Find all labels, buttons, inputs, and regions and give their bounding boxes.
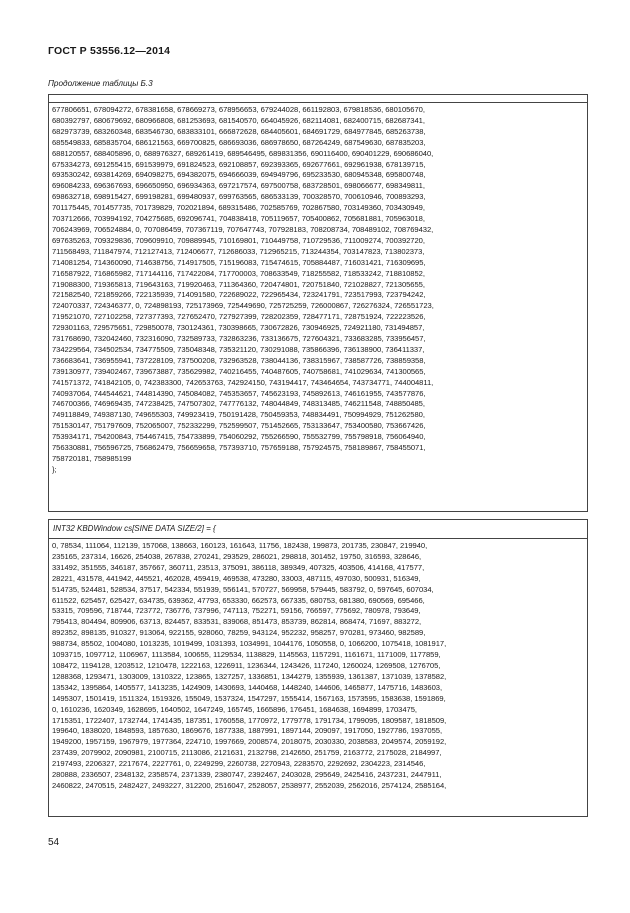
table-continuation-caption: Продолжение таблицы Б.3 [48,79,153,88]
table-row: 28221, 431578, 441942, 445521, 462028, 459419, 469538, 473280, 33003, 487115, 497030, 500931, 516349, [51,573,421,583]
table-row: 0, 78534, 111064, 112139, 157068, 138663, 160123, 161643, 11756, 182438, 199873, 201735, 230847, 219940, [51,541,428,550]
table-2-rows [49,539,587,792]
table-row: 696084233, 696367693, 696650950, 696934363, 697217574, 697500758, 683728501, 698066677, 698349811, [51,181,425,191]
table-row: 685549833, 685835704, 686121563, 669700825, 686693036, 686978650, 687264249, 687549630, 687835203, [51,137,426,147]
table-row: 749118849, 749387130, 749655303, 749923419, 750191428, 750459353, 748834491, 750994929, 751262580, [51,410,425,420]
table-row: 716587922, 716865982, 717144116, 717422084, 717700003, 708633549, 718255582, 718533242, 718810852, [51,268,425,278]
table-row: 724070337, 724346377, 0, 724898193, 725173969, 725449690, 725725259, 726000867, 726276324, 726551723, [51,301,434,311]
table-row: 753934171, 754200843, 754467415, 754733899, 754060292, 755266590, 755532799, 755798918, 756064940, [51,432,426,442]
table-row: 2460822, 2470515, 2482427, 2493227, 312200, 2516047, 2528057, 2538977, 2552039, 2562016, 2574124, 2585164, [51,780,447,790]
table-row: 746700366, 746969435, 747238425, 747507302, 747776132, 748044849, 748313485, 746211548, 748850485, [51,399,425,409]
table-row: 675334273, 691255415, 691539979, 691824523, 692108857, 692393365, 692677661, 692961938, 678139715, [51,159,426,169]
table-row: 611522, 625457, 625427, 634735, 639362, 47793, 653330, 662573, 667335, 680753, 681380, 690569, 695466, [51,595,425,605]
table-row: 729301163, 729575651, 729850078, 730124361, 730398665, 730672826, 730946925, 724921180, 731494857, [51,323,425,333]
page-number: 54 [48,837,60,848]
table-row: 795413, 804494, 809906, 63713, 824457, 833531, 839068, 851473, 853739, 862814, 868474, 71697, 883272, [51,617,422,627]
table-row: 237439, 2079902, 2090981, 2100715, 2113086, 2121631, 2132798, 2142650, 251759, 2163772, 2175028, 2184997, [51,748,442,758]
table-row: 721582540, 721859266, 722135939, 714091580, 722689022, 722965434, 723241791, 723517993, 723794242, [51,290,426,300]
table-row: 703712666, 703994192, 704275685, 692096741, 704838418, 705119657, 705400862, 705681881, 705963018, [51,214,425,224]
table-row: 758720181, 758985199 [51,454,132,463]
table-header-strip [49,95,587,103]
table-row: 714081254, 714360090, 714638756, 714917505, 715196083, 715474615, 705884487, 716031421, 716309695, [51,257,426,267]
table-row: 706243969, 706524884, 0, 707086459, 707367119, 707647743, 707928183, 708208734, 708489102, 708769432, [51,224,434,234]
table-row: 736683641, 736955941, 737228109, 737500208, 732963528, 738044136, 738315967, 738587726, 738859358, [51,355,426,365]
table-row: 1093715, 1097712, 1106967, 1113584, 100655, 1129534, 1138829, 1145563, 1157291, 1161671, 1171009, 1177859, [51,650,441,660]
data-table-2 [48,539,588,817]
table-row: 701175445, 701457735, 701739829, 702021894, 689315486, 702585769, 702867580, 703149360, 703430949, [51,203,425,213]
table-row: 751530147, 751797609, 752065007, 752332299, 752599507, 751452665, 753133647, 753400580, 753667426, [51,421,426,431]
table-row: 235165, 237314, 16626, 254038, 267838, 270241, 293529, 286021, 298818, 301452, 19750, 316593, 328646, [51,551,422,561]
array-declaration: INT32 KBDWindow cs[SINE DATA SIZE/2] = { [53,524,216,533]
table-row: 719521070, 727102258, 727377393, 727652470, 727927399, 728202359, 728477171, 728751924, 722223526, [51,312,426,322]
table-row: 1949200, 1957159, 1967979, 1977364, 224710, 1997669, 2008574, 2018075, 2030330, 2038583, 2049574, 2059192, [51,737,447,747]
table-row: 280888, 2336507, 2348132, 2358574, 2371339, 2380747, 2392467, 2403028, 295649, 2425416, 2437231, 2447911, [51,770,442,780]
table-row: 135342, 1395864, 1405577, 1413235, 1424909, 1430693, 1440468, 1448240, 144606, 1465877, 1475716, 1483603, [51,682,443,692]
table-row: 2197493, 2206327, 2217674, 2227761, 0, 2249299, 2260738, 2270943, 2283570, 2292692, 2304223, 2314546, [51,759,426,769]
table-row: 697635263, 709329836, 709609910, 709889945, 710169801, 710449758, 710729536, 711009274, 700392720, [51,235,425,245]
table-row: 688120557, 688405896, 0, 688976327, 689261419, 689546495, 689831356, 690116400, 690401229, 690686040, [51,148,434,158]
table-row: 734229564, 734502534, 734775509, 735048348, 735321120, 730291088, 735866396, 736138900, 736411337, [51,344,425,354]
table-row: 740937064, 744544621, 744814390, 745084082, 745353657, 745623193, 745892613, 746161955, 743577876, [51,388,426,398]
table-row: 0, 1610236, 1620349, 1628695, 1640502, 1647249, 165745, 1665896, 176451, 1684638, 1694899, 1703475, [51,704,417,714]
table-row: 677806651, 678094272, 678381658, 678669273, 678956653, 679244028, 661192803, 679818536, 680105670, [51,105,425,114]
data-table-1 [48,94,588,512]
table-row: 698632718, 698915427, 699198281, 699480937, 699763565, 686533139, 700328570, 700610946, 700893293, [51,192,426,202]
table-row: 719088300, 719365813, 719643163, 719920463, 711364360, 720474801, 720751840, 721028827, 721305655, [51,279,425,289]
table-row: 53315, 709596, 718744, 723772, 736776, 737996, 747113, 752271, 59156, 766597, 775692, 780978, 793649, [51,606,421,616]
document-header-title: ГОСТ Р 53556.12—2014 [48,45,171,57]
table-row: 514735, 524481, 528534, 37517, 542334, 551939, 556141, 570727, 569958, 579445, 583792, 0, 597645, 607034, [51,584,434,594]
declaration-row [48,519,588,539]
table-row: 741571372, 741842105, 0, 742383300, 742653763, 742924150, 743194417, 743464654, 743734771, 744004811, [51,377,434,387]
table-row: 680392797, 680679692, 680966808, 681253693, 681540570, 664045926, 682114081, 682400715, 682687341, [51,115,425,125]
table-row: 739130977, 739402467, 739673887, 735629982, 740216455, 740487605, 740758681, 741029634, 741300565, [51,366,426,376]
table-row: 731768690, 732042460, 732316090, 732589733, 732863236, 733136675, 727604321, 733683285, 733956457, [51,334,426,344]
table-row: 682973739, 683260348, 683546730, 683833101, 666872628, 684405601, 684691729, 684977845, 685263738, [51,126,426,136]
table-row: 756330881, 756596725, 756862479, 756659658, 757393710, 757659188, 757924575, 758189867, 758455071, [51,443,426,453]
table-row: }; [51,464,57,474]
table-row: 108472, 1194128, 1203512, 1210478, 1222163, 1226911, 1236344, 1243426, 117240, 1260024, 1269508, 1276705, [51,660,441,670]
table-row: 1715351, 1722407, 1732744, 1741435, 187351, 1760558, 1770972, 1779778, 1791734, 1799095, 1809587, 1818509, [51,715,447,725]
table-row: 1288368, 1293471, 1303009, 1310322, 123865, 1327257, 1336851, 1344279, 1355939, 1361387, 1371039, 1378582, [51,671,447,681]
table-1-rows [49,103,587,476]
table-row: 892352, 898135, 910327, 913064, 922155, 928060, 78259, 943124, 952232, 958257, 970281, 973460, 982589, [51,628,426,638]
table-row: 988734, 85502, 1004080, 1013235, 1019499, 1031393, 1034991, 1044176, 1050558, 0, 1066200, 1075418, 1081917, [51,639,447,649]
table-row: 199640, 1838020, 1848593, 1857630, 1869676, 1877338, 1887991, 1897144, 209097, 1917050, 1927786, 1937055, [51,726,443,736]
table-row: 331492, 351555, 346187, 357667, 360711, 23513, 375091, 386118, 389349, 407325, 403506, 414168, 417577, [51,562,425,572]
table-row: 1495307, 1501419, 1511324, 1519326, 155049, 1537324, 1547297, 1555414, 1567163, 1573595, 1583638, 1591869, [51,693,446,703]
table-row: 711568493, 711847974, 712127413, 712406677, 712686033, 712965215, 713244354, 703147823, 713802373, [51,246,425,256]
table-row: 693530242, 693814269, 694098275, 694382075, 694666039, 694949796, 695233530, 680945348, 695800748, [51,170,426,180]
